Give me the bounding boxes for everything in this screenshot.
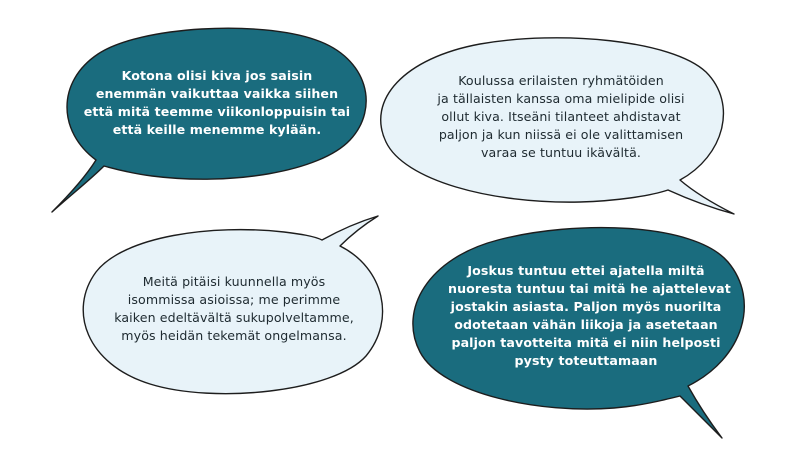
- speech-bubble-2-line: ja tällaisten kanssa oma mielipide olisi: [437, 91, 685, 106]
- speech-bubble-3-line: myös heidän tekemät ongelmansa.: [121, 328, 347, 343]
- speech-bubble-1-line: että keille menemme kylään.: [112, 122, 322, 137]
- speech-bubble-2-line: varaa se tuntuu ikävältä.: [480, 145, 642, 160]
- speech-bubble-3-line: kaiken edeltävältä sukupolveltamme,: [114, 310, 354, 325]
- speech-bubble-4-line: paljon tavotteita mitä ei niin helposti: [451, 335, 721, 350]
- speech-bubble-4-line: jostakin asiasta. Paljon myös nuorilta: [450, 299, 722, 314]
- speech-bubble-2-line: paljon ja kun niissä ei ole valittamisen: [438, 127, 684, 142]
- speech-bubble-4-text: [448, 262, 731, 370]
- speech-bubble-1-line: Kotona olisi kiva jos saisin: [121, 68, 313, 83]
- speech-bubble-3-line: Meitä pitäisi kuunnella myös: [142, 274, 326, 289]
- speech-bubble-2-line: Koulussa erilaisten ryhmätöiden: [458, 73, 664, 88]
- speech-bubble-4-line: odotetaan vähän liikoja ja asetetaan: [454, 317, 718, 332]
- speech-bubble-1-line: enemmän vaikuttaa vaikka siihen: [95, 86, 339, 101]
- speech-bubble-1-text: [82, 67, 352, 139]
- speech-bubble-4-line: Joskus tuntuu ettei ajatella miltä: [467, 263, 705, 278]
- speech-bubble-2-text: [405, 72, 717, 162]
- speech-bubble-3-line: isommissa asioissa; me perimme: [127, 292, 341, 307]
- speech-bubble-1-line: että mitä teemme viikonloppuisin tai: [83, 104, 351, 119]
- speech-bubble-4-line: nuoresta tuntuu tai mitä he ajattelevat: [448, 281, 731, 296]
- speech-bubble-3-text: [92, 273, 376, 345]
- speech-bubble-4-line: pysty toteuttamaan: [514, 353, 658, 368]
- speech-bubble-2-line: ollut kiva. Itseäni tilanteet ahdistavat: [441, 109, 681, 124]
